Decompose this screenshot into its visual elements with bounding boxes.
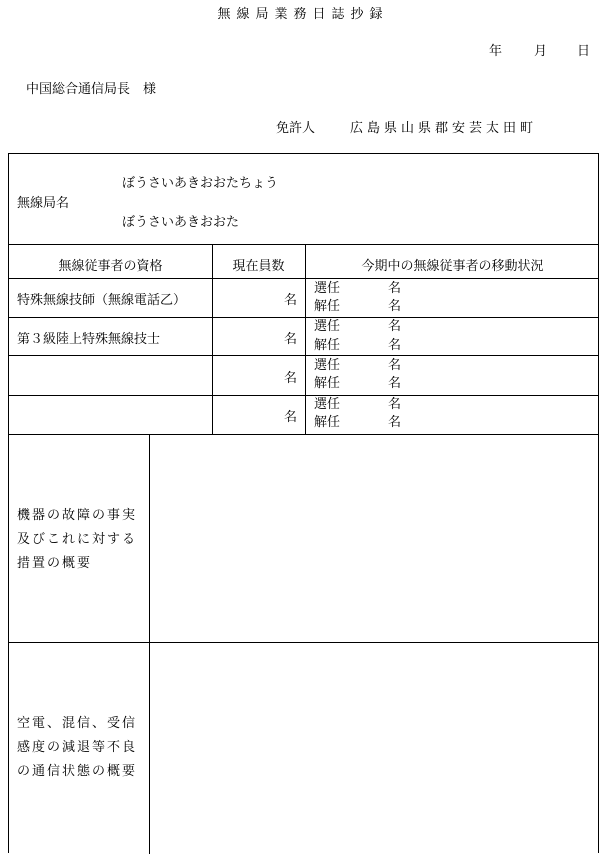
row-divider [9, 244, 598, 245]
header-movement: 今期中の無線従事者の移動状況 [361, 259, 544, 274]
appointed-label: 選任 [314, 358, 341, 373]
appointed-label: 選任 [314, 281, 341, 296]
row-divider [9, 355, 598, 356]
page-title: 無線局業務日誌抄録 [217, 7, 389, 22]
dismissed-unit: 名 [388, 376, 402, 391]
dismissed-label: 解任 [314, 376, 341, 391]
header-qualification: 無線従事者の資格 [58, 259, 163, 274]
dismissed-label: 解任 [314, 415, 341, 430]
dismissed-unit: 名 [388, 299, 402, 314]
col-divider [149, 434, 150, 854]
appointed-label: 選任 [314, 319, 341, 334]
date-year-label: 年 [489, 44, 503, 59]
licensee-address: 広島県山県郡安芸太田町 [350, 121, 538, 136]
row-divider [9, 395, 598, 396]
appointed-unit: 名 [388, 397, 402, 412]
qualification-cell: 特殊無線技師（無線電話乙） [17, 293, 187, 308]
appointed-unit: 名 [388, 319, 402, 334]
date-day-label: 日 [577, 44, 591, 59]
row-divider [9, 278, 598, 279]
equipment-failure-label: 機器の故障の事実 及びこれに対する 措置の概要 [17, 508, 138, 571]
appointed-unit: 名 [388, 358, 402, 373]
log-form [8, 153, 599, 853]
licensee-label: 免許人 [276, 121, 316, 136]
appointed-label: 選任 [314, 397, 341, 412]
communication-condition-label: 空電、混信、受信 感度の減退等不良 の通信状態の概要 [17, 716, 138, 779]
header-current-count: 現在員数 [232, 259, 285, 274]
count-unit: 名 [284, 410, 298, 425]
addressee: 中国総合通信局長 様 [26, 82, 157, 97]
station-name-2: ぼうさいあきおおた [122, 215, 240, 230]
station-name-1: ぼうさいあきおおたちょう [122, 176, 279, 191]
dismissed-unit: 名 [388, 415, 402, 430]
dismissed-label: 解任 [314, 299, 341, 314]
appointed-unit: 名 [388, 281, 402, 296]
count-unit: 名 [284, 293, 298, 308]
count-unit: 名 [284, 371, 298, 386]
count-unit: 名 [284, 332, 298, 347]
dismissed-label: 解任 [314, 338, 341, 353]
dismissed-unit: 名 [388, 338, 402, 353]
date-month-label: 月 [534, 44, 548, 59]
qualification-cell: 第３級陸上特殊無線技士 [17, 332, 161, 347]
row-divider [9, 317, 598, 318]
station-label: 無線局名 [17, 196, 70, 211]
row-divider [9, 642, 598, 643]
row-divider [9, 434, 598, 435]
